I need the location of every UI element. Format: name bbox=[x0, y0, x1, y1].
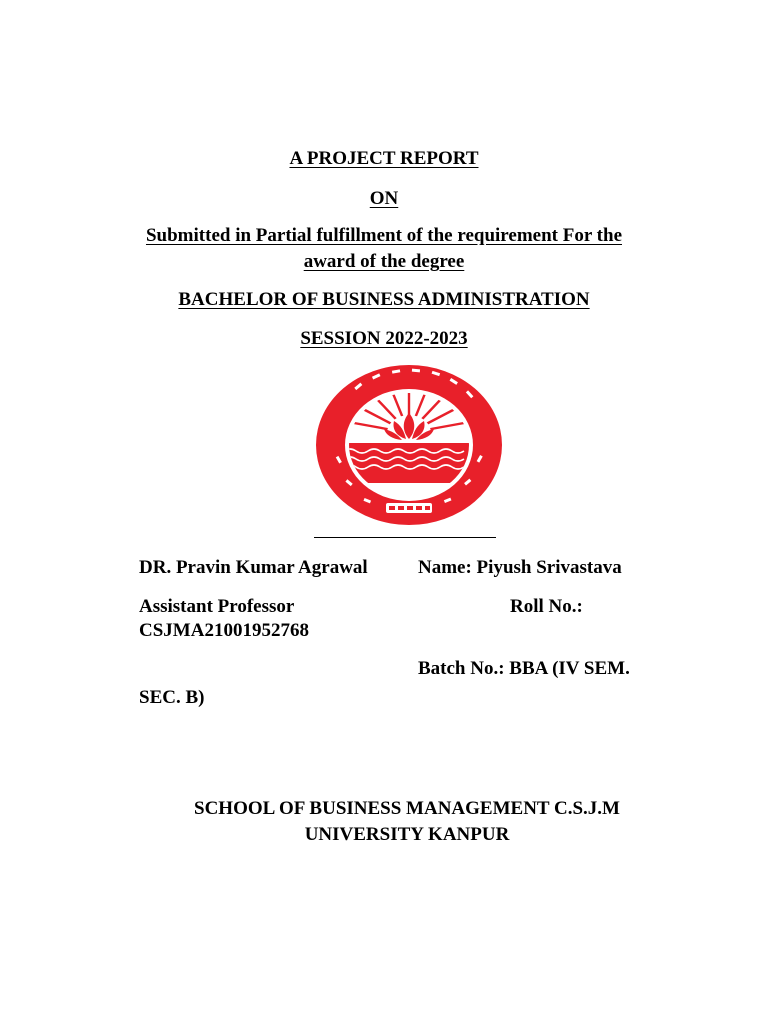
signature-divider bbox=[314, 537, 496, 538]
supervisor-name: DR. Pravin Kumar Agrawal bbox=[139, 557, 368, 578]
school-name-line2: UNIVERSITY KANPUR bbox=[304, 824, 510, 845]
report-heading: A PROJECT REPORT bbox=[289, 148, 479, 169]
submitted-statement-line1: Submitted in Partial fulfillment of the requirement For the bbox=[145, 225, 622, 246]
roll-number-value: CSJMA21001952768 bbox=[139, 620, 309, 641]
degree-title: BACHELOR OF BUSINESS ADMINISTRATION bbox=[178, 289, 590, 310]
report-on-label: ON bbox=[369, 188, 399, 209]
student-name: Name: Piyush Srivastava bbox=[418, 557, 622, 578]
school-name-line1: SCHOOL OF BUSINESS MANAGEMENT C.S.J.M bbox=[194, 798, 620, 819]
session-label: SESSION 2022-2023 bbox=[300, 328, 468, 349]
batch-number-line2: SEC. B) bbox=[139, 687, 205, 708]
supervisor-designation: Assistant Professor bbox=[139, 596, 295, 617]
roll-number-label: Roll No.: bbox=[510, 596, 583, 617]
batch-number-line1: Batch No.: BBA (IV SEM. bbox=[418, 658, 630, 679]
submitted-statement-line2: award of the degree bbox=[303, 251, 465, 272]
university-seal-icon bbox=[314, 363, 504, 528]
